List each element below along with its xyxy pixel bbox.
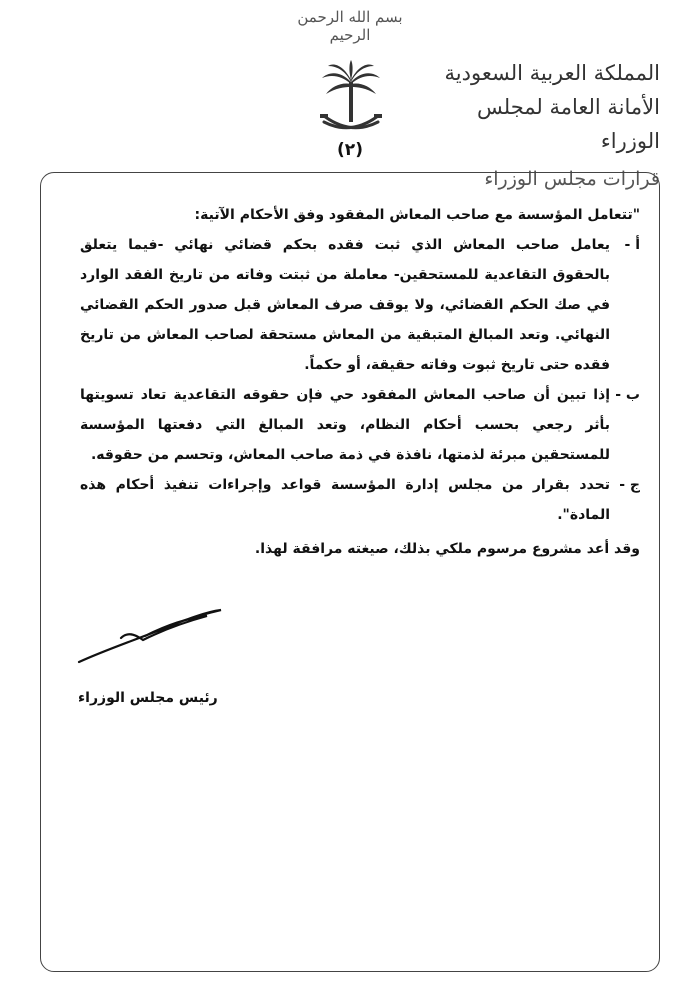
kingdom-name: المملكة العربية السعودية [444, 61, 660, 85]
intro-paragraph: "تتعامل المؤسسة مع صاحب المعاش المفقود وفق الأحكام الآتية: [194, 207, 640, 223]
decisions-heading: قرارات مجلس الوزراء [484, 168, 660, 190]
page-number: (٢) [337, 140, 363, 160]
clause-marker: ج - [619, 477, 640, 493]
clause-marker: ب - [615, 387, 640, 403]
clause-b [80, 380, 640, 470]
clause-text: يعامل صاحب المعاش الذي ثبت فقده بحكم قضائي نهائي -فيما يتعلق بالحقوق التقاعدية للمستحقين- معاملة من ثبتت وفاته من تاريخ الفقد الوارد في صك الحكم القضائي، ولا يوقف صرف المعاش قبل صدور الحكم القضائي النهائي. وتعد المبالغ المتبقية من المعاش مستحقة لصاحب المعاش من تاريخ فقده حتى تاريخ ثبوت وفاته حقيقة، أو حكماً. [80, 237, 610, 373]
clause-text: إذا تبين أن صاحب المعاش المفقود حي فإن حقوقه التقاعدية تعاد تسويتها بأثر رجعي بحسب أحكام النظام، وتعد المبالغ التي دفعتها المؤسسة للمستحقين مبرئة لذمتها، نافذة في ذمة صاحب المعاش، وتحسم من حقوقه. [80, 387, 610, 463]
clause-marker: أ - [624, 237, 640, 253]
saudi-emblem-icon [318, 60, 384, 142]
handwritten-signature [75, 600, 225, 670]
document-body [80, 200, 640, 564]
basmala: بسم الله الرحمن الرحيم [297, 8, 403, 44]
clause-a [80, 230, 640, 380]
clause-c [80, 470, 640, 530]
secretariat-name: الأمانة العامة لمجلس الوزراء [476, 95, 660, 153]
clause-text: تحدد بقرار من مجلس إدارة المؤسسة قواعد وإجراءات تنفيذ أحكام هذه المادة". [80, 477, 610, 523]
closing-paragraph: وقد أعد مشروع مرسوم ملكي بذلك، صيغته مرافقة لهذا. [254, 541, 640, 557]
signatory-title: رئيس مجلس الوزراء [78, 690, 218, 706]
